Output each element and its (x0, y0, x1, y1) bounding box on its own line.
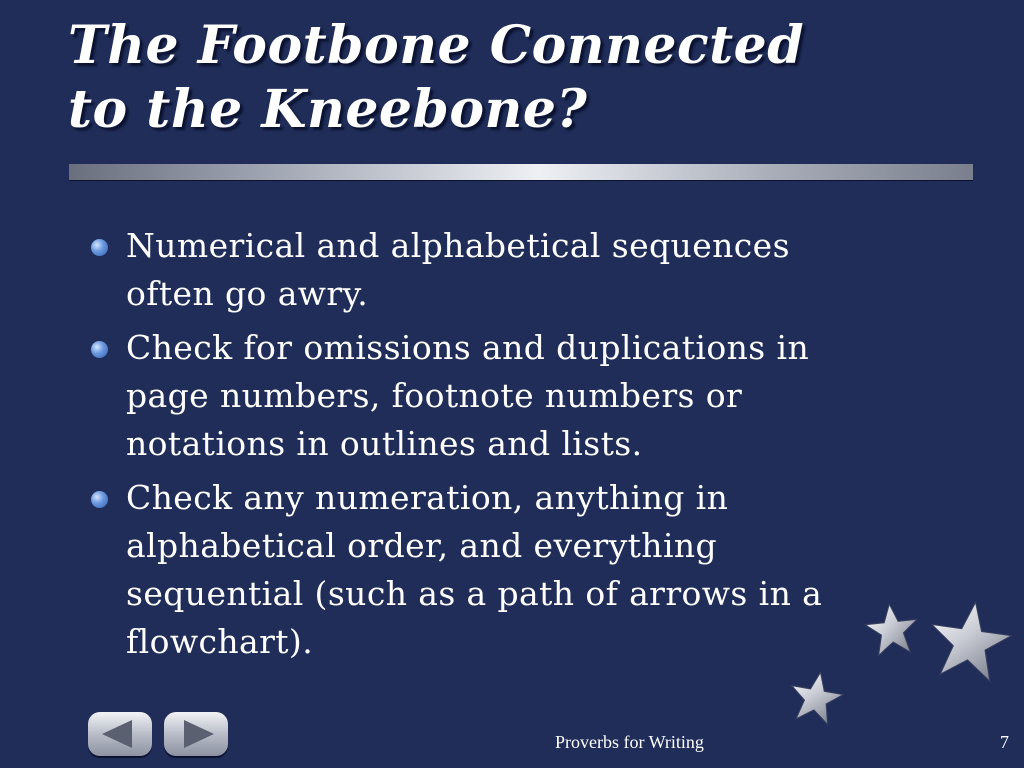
next-slide-button[interactable] (164, 712, 228, 756)
slide-title (68, 14, 968, 142)
bullet-line: Check any numeration, anything in (126, 478, 729, 517)
star-large-icon (925, 597, 1015, 683)
bullet-line: notations in outlines and lists. (126, 424, 643, 463)
bullet-dot-icon (91, 491, 108, 508)
bullet-item (88, 324, 938, 468)
bullet-line: flowchart). (126, 622, 314, 661)
slide-navigation (88, 712, 230, 760)
bullet-item (88, 222, 938, 318)
bullet-line: Numerical and alphabetical sequences (126, 226, 790, 265)
bullet-line: alphabetical order, and everything (126, 526, 718, 565)
bullet-line: page numbers, footnote numbers or (126, 376, 743, 415)
title-line-2: to the Kneebone? (68, 79, 588, 140)
bullet-line: sequential (such as a path of arrows in a (126, 574, 823, 613)
previous-slide-button[interactable] (88, 712, 152, 756)
bullet-line: Check for omissions and duplications in (126, 328, 810, 367)
bullet-dot-icon (91, 239, 108, 256)
bullet-dot-icon (91, 341, 108, 358)
left-triangle-icon (88, 712, 152, 756)
right-triangle-icon (164, 712, 228, 756)
footer-title: Proverbs for Writing (555, 732, 704, 752)
bullet-line: often go awry. (126, 274, 369, 313)
title-line-1: The Footbone Connected (68, 15, 805, 76)
bullet-text (126, 324, 938, 468)
bullet-text (126, 222, 938, 318)
title-divider (69, 164, 973, 180)
silver-stars-icon (760, 580, 1020, 730)
page-number: 7 (1000, 732, 1009, 752)
star-medium-icon (863, 601, 920, 656)
star-small-icon (786, 668, 846, 726)
